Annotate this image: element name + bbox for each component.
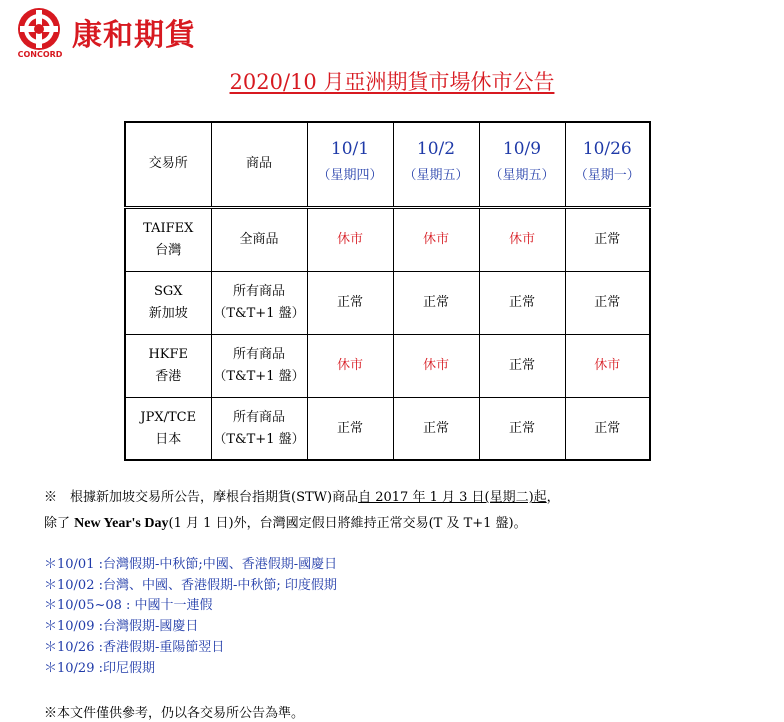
status-cell: 正常 bbox=[307, 398, 393, 460]
status-cell: 休市 bbox=[307, 207, 393, 271]
product-cell bbox=[211, 398, 307, 460]
exchange-code: SGX bbox=[153, 284, 183, 300]
table-row bbox=[125, 271, 650, 334]
note-line-1 bbox=[44, 485, 560, 511]
exchange-code: TAIFEX bbox=[143, 220, 194, 236]
status-cell: 正常 bbox=[393, 271, 479, 334]
holiday-item: ＊10/02 :台灣、中國、香港假期-中秋節; 印度假期 bbox=[44, 578, 337, 593]
exchange-code: HKFE bbox=[148, 347, 189, 363]
status-cell: 正常 bbox=[479, 335, 565, 398]
company-logo bbox=[10, 6, 250, 62]
header-weekday-label: （星期五） bbox=[489, 168, 555, 184]
header-date-2 bbox=[393, 122, 479, 207]
status-cell: 休市 bbox=[307, 335, 393, 398]
holiday-item: ＊10/26 :香港假期-重陽節翌日 bbox=[44, 640, 225, 655]
concord-logo-icon bbox=[16, 6, 62, 52]
status-cell: 正常 bbox=[565, 207, 650, 271]
holiday-item: ＊10/05~08 : 中國十一連假 bbox=[44, 598, 213, 613]
header-weekday-label: （星期五） bbox=[403, 168, 469, 184]
product-cell bbox=[211, 207, 307, 271]
product-name: 全商品 bbox=[239, 231, 279, 247]
header-date-label: 10/9 bbox=[502, 139, 542, 160]
note-text: ， bbox=[546, 490, 560, 505]
status-cell: 正常 bbox=[565, 271, 650, 334]
product-session: （T&T+1 盤） bbox=[213, 306, 305, 322]
holiday-item: ＊10/09 :台灣假期-國慶日 bbox=[44, 619, 199, 634]
exchange-cell bbox=[125, 207, 211, 271]
header-weekday-label: （星期四） bbox=[317, 168, 383, 184]
header-date-label: 10/26 bbox=[582, 139, 632, 160]
exchange-cell bbox=[125, 271, 211, 334]
header-date-1 bbox=[307, 122, 393, 207]
product-session: （T&T+1 盤） bbox=[213, 369, 305, 385]
page-title bbox=[0, 66, 784, 96]
status-cell: 休市 bbox=[393, 207, 479, 271]
note-text: (1 月 1 日)外，台灣國定假日將維持正常交易(T 及 T+1 盤)。 bbox=[168, 516, 527, 531]
holiday-item: ＊10/29 :印尼假期 bbox=[44, 661, 155, 676]
product-cell bbox=[211, 335, 307, 398]
table-header-row bbox=[125, 122, 650, 207]
table-row bbox=[125, 335, 650, 398]
header-exchange: 交易所 bbox=[125, 122, 211, 207]
title-text: 2020/10 月亞洲期貨市場休市公告 bbox=[229, 70, 555, 94]
status-cell: 正常 bbox=[479, 398, 565, 460]
header-date-label: 10/2 bbox=[416, 139, 456, 160]
status-cell: 正常 bbox=[479, 271, 565, 334]
table-row bbox=[125, 207, 650, 271]
note-line-2 bbox=[44, 511, 527, 537]
product-name: 所有商品 bbox=[232, 347, 285, 363]
exchange-region: 台灣 bbox=[155, 242, 182, 258]
status-cell: 休市 bbox=[565, 335, 650, 398]
logo-english-text: CONCORD bbox=[17, 50, 63, 59]
holiday-item: ＊10/01 :台灣假期-中秋節;中國、香港假期-國慶日 bbox=[44, 557, 338, 572]
note-text: 除了 bbox=[44, 516, 75, 531]
footer-disclaimer: ※本文件僅供參考，仍以各交易所公告為準。 bbox=[44, 706, 305, 721]
logo-chinese-text: 康和期貨 bbox=[72, 18, 196, 53]
product-name: 所有商品 bbox=[232, 409, 285, 425]
header-product: 商品 bbox=[211, 122, 307, 207]
exchange-code: JPX/TCE bbox=[140, 409, 197, 425]
exchange-cell bbox=[125, 335, 211, 398]
table-row bbox=[125, 398, 650, 460]
header-date-label: 10/1 bbox=[330, 139, 370, 160]
exchange-region: 香港 bbox=[155, 369, 182, 385]
note-text: ※ 根據新加坡交易所公告，摩根台指期貨(STW)商品 bbox=[44, 490, 359, 505]
status-cell: 休市 bbox=[479, 207, 565, 271]
status-cell: 正常 bbox=[565, 398, 650, 460]
status-cell: 休市 bbox=[393, 335, 479, 398]
product-session: （T&T+1 盤） bbox=[213, 431, 305, 447]
exchange-region: 日本 bbox=[155, 431, 182, 447]
closure-table bbox=[124, 121, 651, 461]
product-name: 所有商品 bbox=[232, 284, 285, 300]
note-underlined-text: 自 2017 年 1 月 3 日(星期二)起 bbox=[358, 490, 547, 505]
note-bold-text: New Year's Day bbox=[74, 516, 169, 531]
product-cell bbox=[211, 271, 307, 334]
exchange-region: 新加坡 bbox=[148, 306, 188, 322]
header-date-3 bbox=[479, 122, 565, 207]
exchange-cell bbox=[125, 398, 211, 460]
header-date-4 bbox=[565, 122, 650, 207]
header-weekday-label: （星期一） bbox=[574, 168, 640, 184]
status-cell: 正常 bbox=[393, 398, 479, 460]
status-cell: 正常 bbox=[307, 271, 393, 334]
